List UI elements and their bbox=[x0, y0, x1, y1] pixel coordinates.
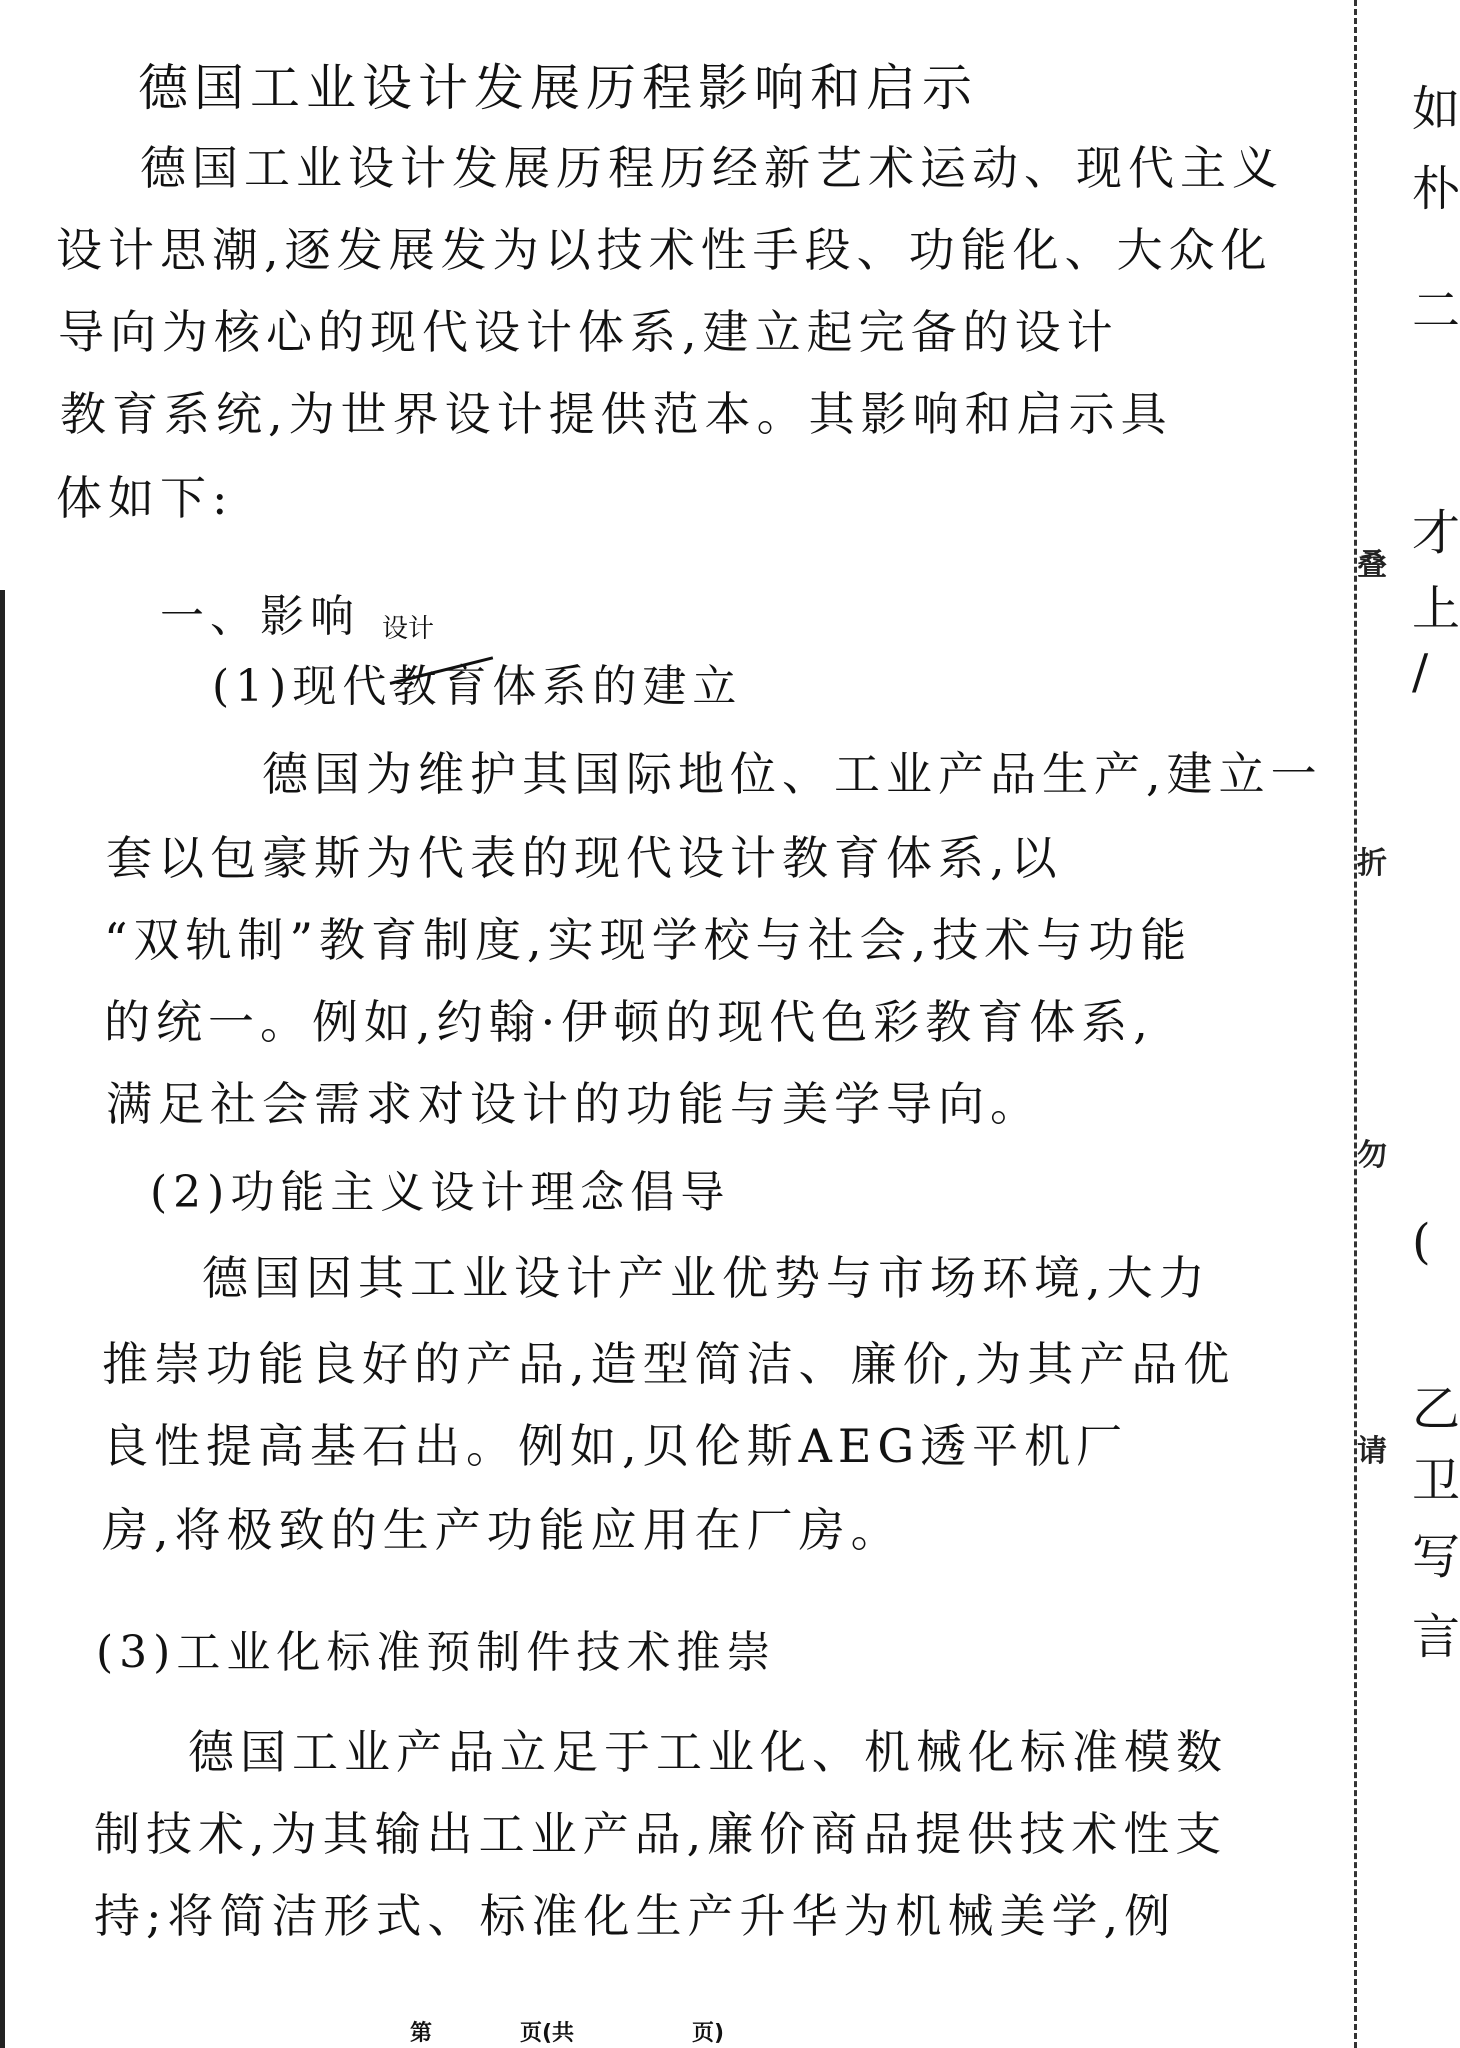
item-1-heading: (1)现代教育体系的建立 bbox=[212, 661, 743, 712]
adjacent-page-fragment: ( bbox=[1412, 1214, 1431, 1270]
section-heading: 一、影响 bbox=[160, 591, 360, 642]
adjacent-page-fragment: 上 bbox=[1412, 581, 1460, 637]
item-3-line-2: 制技术,为其输出工业产品,廉价商品提供技术性支 bbox=[94, 1807, 1228, 1861]
adjacent-page-fragment: 乙 bbox=[1412, 1381, 1460, 1437]
item-3-line-1: 德国工业产品立足于工业化、机械化标准模数 bbox=[188, 1725, 1228, 1779]
item-2-heading: (2)功能主义设计理念倡导 bbox=[150, 1167, 731, 1218]
item-1-line-3: “双轨制”教育制度,实现学校与社会,技术与功能 bbox=[104, 913, 1193, 967]
fold-line bbox=[1354, 0, 1357, 2048]
item-2-line-2: 推崇功能良好的产品,造型简洁、廉价,为其产品优 bbox=[102, 1337, 1236, 1391]
item-1-line-1: 德国为维护其国际地位、工业产品生产,建立一 bbox=[262, 747, 1323, 801]
item-3-heading: (3)工业化标准预制件技术推崇 bbox=[96, 1627, 777, 1678]
item-1-line-5: 满足社会需求对设计的功能与美学导向。 bbox=[106, 1077, 1042, 1131]
fold-mark-3: 勿 bbox=[1357, 1138, 1387, 1173]
item-3-line-3: 持;将简洁形式、标准化生产升华为机械美学,例 bbox=[94, 1889, 1177, 1943]
item-1-line-2: 套以包豪斯为代表的现代设计教育体系,以 bbox=[106, 831, 1063, 885]
intro-line-5: 体如下: bbox=[56, 471, 234, 525]
footer-page-label: 第 bbox=[410, 2021, 433, 2046]
adjacent-page-fragment: 二 bbox=[1412, 283, 1460, 339]
adjacent-page-fragment: 才 bbox=[1412, 505, 1460, 561]
footer-page-unit: 页(共 bbox=[520, 2021, 575, 2046]
footer-total-unit: 页) bbox=[692, 2021, 725, 2046]
adjacent-page-fragment: / bbox=[1412, 644, 1429, 700]
intro-line-3: 导向为核心的现代设计体系,建立起完备的设计 bbox=[58, 305, 1119, 359]
intro-line-4: 教育系统,为世界设计提供范本。其影响和启示具 bbox=[60, 387, 1173, 441]
adjacent-page-fragment: 写 bbox=[1412, 1529, 1460, 1585]
adjacent-page-fragment: 卫 bbox=[1412, 1453, 1460, 1509]
fold-mark-2: 折 bbox=[1357, 846, 1387, 881]
adjacent-page-fragment: 如 bbox=[1412, 81, 1460, 137]
fold-mark-4: 请 bbox=[1357, 1434, 1387, 1469]
item-2-line-3: 良性提高基石出。例如,贝伦斯AEG透平机厂 bbox=[102, 1419, 1129, 1473]
inserted-word: 设计 bbox=[382, 614, 435, 644]
adjacent-page-fragment: 言 bbox=[1412, 1609, 1460, 1665]
intro-line-2: 设计思潮,逐发展发为以技术性手段、功能化、大众化 bbox=[56, 223, 1273, 277]
intro-line-1: 德国工业设计发展历程历经新艺术运动、现代主义 bbox=[140, 141, 1284, 195]
document-title: 德国工业设计发展历程影响和启示 bbox=[138, 59, 978, 117]
adjacent-page-fragment: 朴 bbox=[1412, 161, 1460, 217]
left-margin-rule bbox=[0, 590, 5, 2048]
fold-mark-1: 叠 bbox=[1357, 548, 1387, 583]
item-2-line-1: 德国因其工业设计产业优势与市场环境,大力 bbox=[202, 1251, 1211, 1305]
item-2-line-4: 房,将极致的生产功能应用在厂房。 bbox=[102, 1503, 903, 1557]
item-1-line-4: 的统一。例如,约翰·伊顿的现代色彩教育体系, bbox=[104, 995, 1154, 1049]
